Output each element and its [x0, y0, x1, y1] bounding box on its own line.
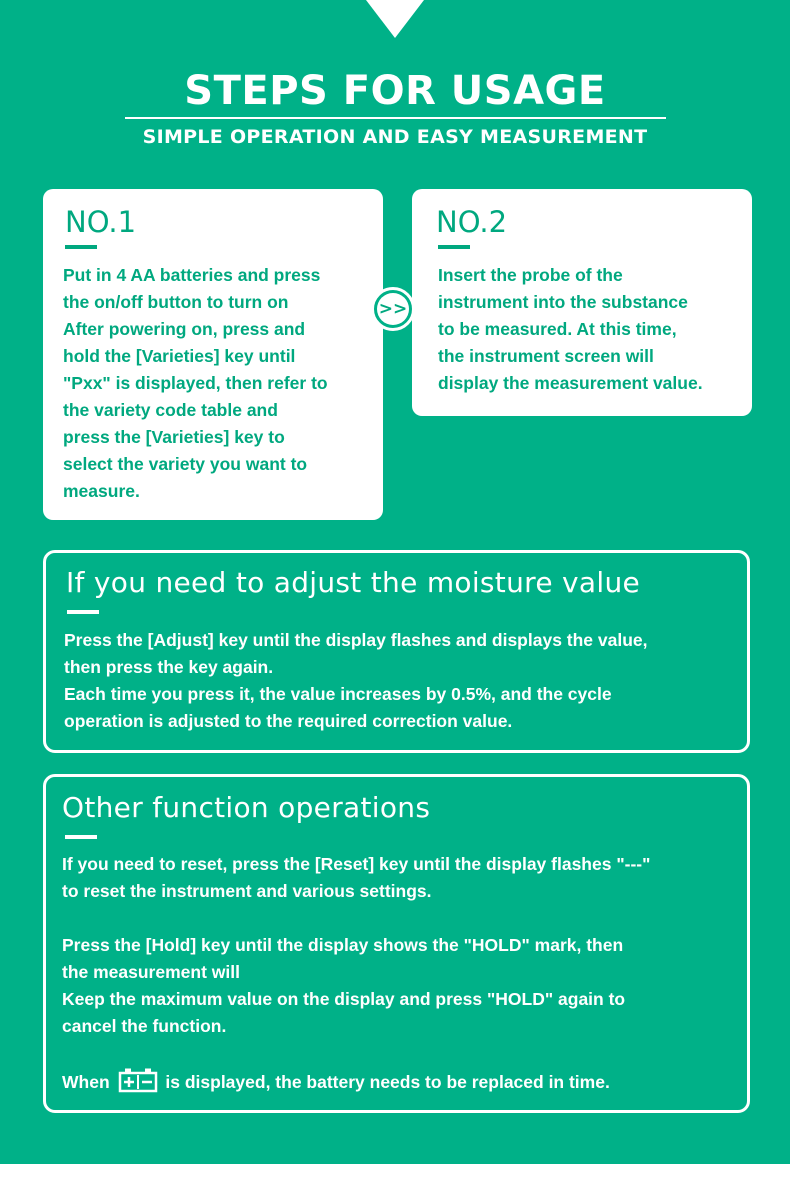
battery-notice — [62, 1067, 610, 1096]
double-chevron-right-icon — [371, 287, 415, 331]
other-functions-section — [43, 774, 750, 1113]
page-subtitle: SIMPLE OPERATION AND EASY MEASUREMENT — [142, 126, 648, 148]
step-card-1 — [43, 189, 383, 520]
section-heading: Other function operations — [62, 791, 431, 824]
hold-instructions: Press the [Hold] key until the display shows the "HOLD" mark, then the measurement will Keep the maximum value on the display and press "HOLD" again to cancel the function. — [62, 935, 626, 1036]
section-underline — [65, 835, 97, 839]
section-text: Press the [Adjust] key until the display flashes and displays the value, then press the key again. Each time you press it, the value increases by 0.5%, and the cycle operation is adjusted to the required correction value. — [64, 630, 648, 731]
step-number: NO.1 — [65, 205, 137, 239]
arrow-label: >> — [377, 293, 409, 325]
reset-instructions: If you need to reset, press the [Reset] key until the display flashes "---" to reset the instrument and various settings. — [62, 854, 651, 901]
step-card-2 — [412, 189, 752, 416]
battery-icon — [118, 1067, 158, 1093]
adjust-moisture-section — [43, 550, 750, 753]
step-number: NO.2 — [436, 205, 508, 239]
title-divider — [125, 117, 666, 119]
step-underline — [438, 245, 470, 249]
step-text: Insert the probe of the instrument into the substance to be measured. At this time, the instrument screen will display the measurement value. — [438, 265, 703, 393]
page-title: STEPS FOR USAGE — [184, 68, 606, 114]
step-underline — [65, 245, 97, 249]
battery-notice-prefix: When — [62, 1072, 110, 1092]
top-notch — [366, 0, 424, 38]
battery-notice-suffix: is displayed, the battery needs to be replaced in time. — [165, 1072, 610, 1092]
section-underline — [67, 610, 99, 614]
section-heading: If you need to adjust the moisture value — [66, 566, 641, 599]
step-text: Put in 4 AA batteries and press the on/off button to turn on After powering on, press and hold the [Varieties] key until "Pxx" is displayed, then refer to the variety code table and press the [Varieties] key to select the variety you want to measure. — [63, 265, 328, 501]
